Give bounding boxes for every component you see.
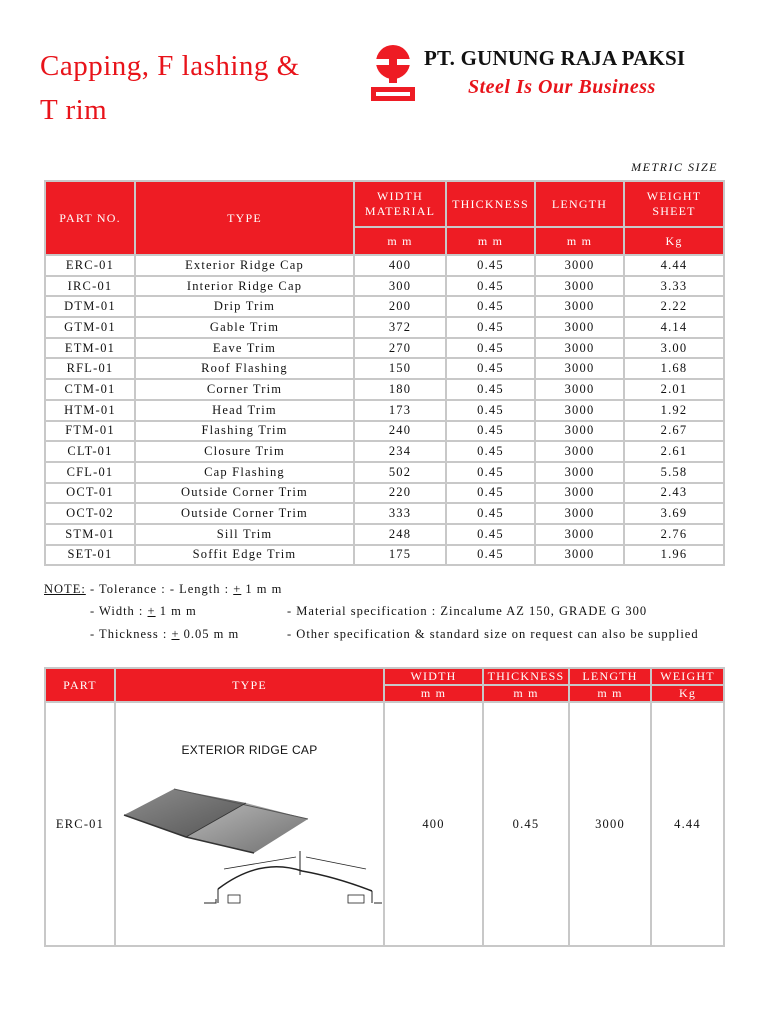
cell-width: 248 — [354, 524, 446, 545]
cell-part: DTM-01 — [45, 296, 135, 317]
table-row — [45, 524, 724, 545]
header-thickness: THICKNESS — [446, 181, 535, 227]
cell-weight: 2.67 — [624, 421, 724, 442]
detail-type-cell — [115, 702, 384, 946]
cell-thickness: 0.45 — [446, 441, 535, 462]
note-width-value: 1 m m — [155, 604, 197, 618]
ridge-cap-drawing — [120, 787, 382, 913]
cell-weight: 2.22 — [624, 296, 724, 317]
cell-weight: 4.44 — [624, 255, 724, 276]
cell-length: 3000 — [535, 317, 624, 338]
cell-thickness: 0.45 — [446, 483, 535, 504]
table-row — [45, 379, 724, 400]
spec-table — [44, 180, 725, 566]
cell-weight: 2.61 — [624, 441, 724, 462]
spec-table-body — [45, 255, 724, 565]
cell-thickness: 0.45 — [446, 317, 535, 338]
company-tagline: Steel Is Our Business — [468, 76, 656, 98]
page-title-line-2: T rim — [40, 94, 108, 126]
page-title-line-1: Capping, F lashing & — [40, 50, 300, 82]
cell-part: CLT-01 — [45, 441, 135, 462]
cell-part: CTM-01 — [45, 379, 135, 400]
cell-weight: 1.96 — [624, 545, 724, 566]
table-row — [45, 358, 724, 379]
cell-part: HTM-01 — [45, 400, 135, 421]
cell-width: 400 — [354, 255, 446, 276]
note-material-spec: - Material specification : Zincalume AZ 150, GRADE G 300 — [287, 604, 648, 618]
unit-thickness: m m — [446, 227, 535, 255]
cell-part: FTM-01 — [45, 421, 135, 442]
cell-part: OCT-02 — [45, 503, 135, 524]
cell-thickness: 0.45 — [446, 379, 535, 400]
table-row — [45, 338, 724, 359]
cell-part: RFL-01 — [45, 358, 135, 379]
cell-length: 3000 — [535, 441, 624, 462]
cell-width: 173 — [354, 400, 446, 421]
cell-part: STM-01 — [45, 524, 135, 545]
note-length-value: 1 m m — [241, 582, 283, 596]
cell-weight: 3.00 — [624, 338, 724, 359]
cell-length: 3000 — [535, 255, 624, 276]
cell-length: 3000 — [535, 483, 624, 504]
cell-weight: 2.43 — [624, 483, 724, 504]
note-thickness-value: 0.05 m m — [179, 627, 240, 641]
table-row — [45, 545, 724, 566]
cell-type: Outside Corner Trim — [135, 483, 354, 504]
note-width-prefix: - Width : — [90, 604, 148, 618]
cell-thickness: 0.45 — [446, 276, 535, 297]
cell-thickness: 0.45 — [446, 503, 535, 524]
note-thickness-plus-minus: + — [171, 627, 180, 641]
header-width-material: WIDTH MATERIAL — [354, 181, 446, 227]
cell-length: 3000 — [535, 421, 624, 442]
cell-length: 3000 — [535, 296, 624, 317]
detail-unit-thickness: m m — [483, 685, 569, 702]
detail-length: 3000 — [569, 702, 651, 946]
cell-width: 234 — [354, 441, 446, 462]
cell-width: 175 — [354, 545, 446, 566]
cell-type: Soffit Edge Trim — [135, 545, 354, 566]
detail-row — [45, 702, 724, 946]
cell-width: 150 — [354, 358, 446, 379]
cell-thickness: 0.45 — [446, 524, 535, 545]
cell-type: Roof Flashing — [135, 358, 354, 379]
header-type: TYPE — [135, 181, 354, 255]
cell-length: 3000 — [535, 524, 624, 545]
table-row — [45, 400, 724, 421]
cell-width: 270 — [354, 338, 446, 359]
page-title — [40, 44, 360, 132]
cell-thickness: 0.45 — [446, 400, 535, 421]
cell-part: SET-01 — [45, 545, 135, 566]
cell-type: Flashing Trim — [135, 421, 354, 442]
note-thickness-line — [90, 627, 239, 642]
detail-header-width: WIDTH — [384, 668, 483, 685]
cell-thickness: 0.45 — [446, 338, 535, 359]
detail-unit-length: m m — [569, 685, 651, 702]
cell-type: Cap Flashing — [135, 462, 354, 483]
cell-weight: 1.68 — [624, 358, 724, 379]
header-length: LENGTH — [535, 181, 624, 227]
cell-type: Outside Corner Trim — [135, 503, 354, 524]
cell-thickness: 0.45 — [446, 421, 535, 442]
cell-length: 3000 — [535, 379, 624, 400]
table-row — [45, 255, 724, 276]
cell-length: 3000 — [535, 503, 624, 524]
cell-type: Eave Trim — [135, 338, 354, 359]
note-other-spec: - Other specification & standard size on request can also be supplied — [287, 627, 699, 641]
cell-thickness: 0.45 — [446, 545, 535, 566]
cell-weight: 5.58 — [624, 462, 724, 483]
cell-thickness: 0.45 — [446, 296, 535, 317]
cell-type: Gable Trim — [135, 317, 354, 338]
cell-thickness: 0.45 — [446, 255, 535, 276]
unit-width: m m — [354, 227, 446, 255]
cell-width: 372 — [354, 317, 446, 338]
product-name: EXTERIOR RIDGE CAP — [181, 743, 318, 757]
table-row — [45, 276, 724, 297]
detail-header-weight: WEIGHT — [651, 668, 724, 685]
cell-length: 3000 — [535, 400, 624, 421]
table-row — [45, 421, 724, 442]
note-width-line — [90, 604, 197, 619]
note-label: NOTE: — [44, 582, 86, 596]
cell-width: 502 — [354, 462, 446, 483]
cell-length: 3000 — [535, 545, 624, 566]
table-row — [45, 503, 724, 524]
cell-weight: 1.92 — [624, 400, 724, 421]
cell-length: 3000 — [535, 358, 624, 379]
cell-weight: 4.14 — [624, 317, 724, 338]
cell-width: 300 — [354, 276, 446, 297]
cell-width: 200 — [354, 296, 446, 317]
detail-header-part: PART — [45, 668, 115, 702]
cell-part: ETM-01 — [45, 338, 135, 359]
note-thickness-prefix: - Thickness : — [90, 627, 172, 641]
cell-length: 3000 — [535, 338, 624, 359]
cell-length: 3000 — [535, 276, 624, 297]
cell-part: GTM-01 — [45, 317, 135, 338]
cell-width: 180 — [354, 379, 446, 400]
cell-part: OCT-01 — [45, 483, 135, 504]
cell-type: Corner Trim — [135, 379, 354, 400]
note-tolerance-line — [44, 582, 282, 597]
table-row — [45, 462, 724, 483]
cell-type: Exterior Ridge Cap — [135, 255, 354, 276]
cell-weight: 3.33 — [624, 276, 724, 297]
company-name: PT. GUNUNG RAJA PAKSI — [424, 46, 686, 70]
grp-logo-icon — [370, 44, 416, 106]
header-weight-sheet: WEIGHT SHEET — [624, 181, 724, 227]
detail-header-type: TYPE — [115, 668, 384, 702]
table-row — [45, 441, 724, 462]
metric-size-label: METRIC SIZE — [631, 160, 718, 174]
detail-unit-width: m m — [384, 685, 483, 702]
cell-part: IRC-01 — [45, 276, 135, 297]
cell-weight: 2.01 — [624, 379, 724, 400]
note-tolerance-prefix: - Tolerance : - Length : — [85, 582, 234, 596]
header-part-no: PART NO. — [45, 181, 135, 255]
detail-weight: 4.44 — [651, 702, 724, 946]
cell-width: 220 — [354, 483, 446, 504]
cell-weight: 3.69 — [624, 503, 724, 524]
cell-part: ERC-01 — [45, 255, 135, 276]
cell-type: Head Trim — [135, 400, 354, 421]
cell-type: Closure Trim — [135, 441, 354, 462]
note-length-plus-minus: + — [233, 582, 242, 596]
cell-width: 333 — [354, 503, 446, 524]
detail-width: 400 — [384, 702, 483, 946]
detail-header-thickness: THICKNESS — [483, 668, 569, 685]
detail-thickness: 0.45 — [483, 702, 569, 946]
cell-type: Drip Trim — [135, 296, 354, 317]
detail-table — [44, 667, 725, 947]
cell-thickness: 0.45 — [446, 462, 535, 483]
cell-type: Sill Trim — [135, 524, 354, 545]
table-row — [45, 317, 724, 338]
cell-weight: 2.76 — [624, 524, 724, 545]
detail-part: ERC-01 — [45, 702, 115, 946]
table-row — [45, 483, 724, 504]
cell-thickness: 0.45 — [446, 358, 535, 379]
detail-unit-weight: Kg — [651, 685, 724, 702]
unit-length: m m — [535, 227, 624, 255]
detail-header-length: LENGTH — [569, 668, 651, 685]
cell-width: 240 — [354, 421, 446, 442]
cell-type: Interior Ridge Cap — [135, 276, 354, 297]
cell-part: CFL-01 — [45, 462, 135, 483]
note-width-plus-minus: + — [147, 604, 156, 618]
unit-weight: Kg — [624, 227, 724, 255]
table-row — [45, 296, 724, 317]
cell-length: 3000 — [535, 462, 624, 483]
